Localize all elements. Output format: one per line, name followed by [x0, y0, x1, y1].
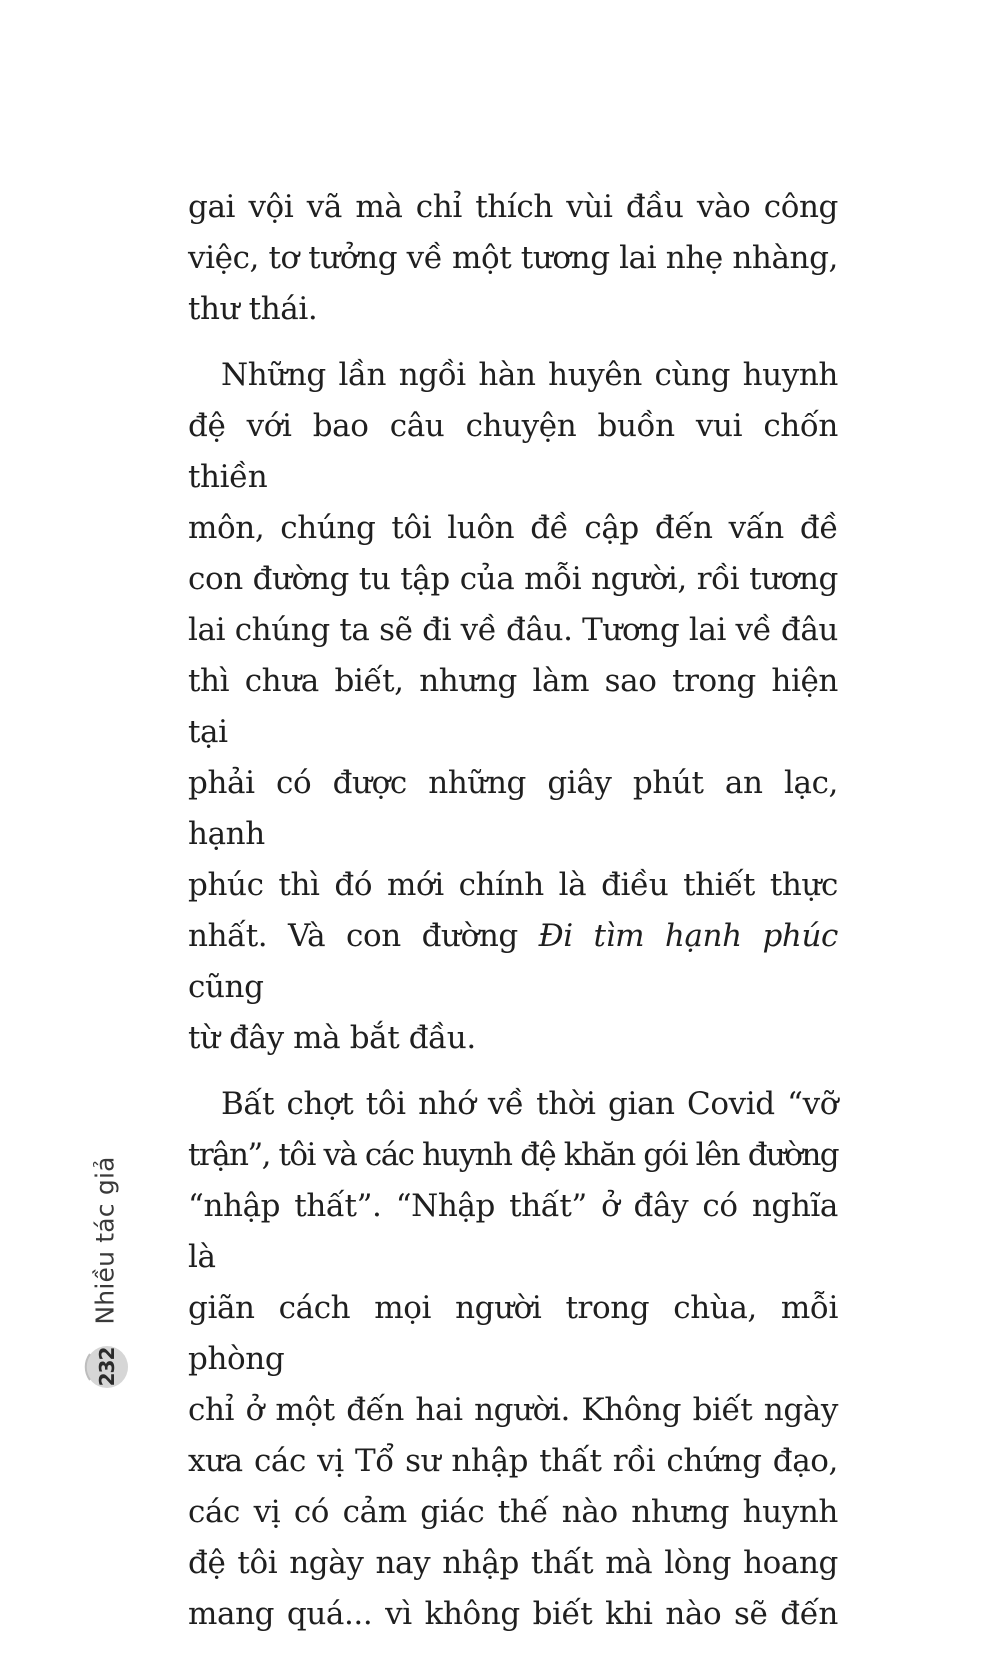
text-line: xưa các vị Tổ sư nhập thất rồi chứng đạo, [188, 1443, 838, 1479]
text-line: phúc thì đó mới chính là điều thiết thực [188, 867, 838, 903]
book-title: Đi tìm hạnh phúc [538, 918, 838, 954]
running-head-author [85, 1150, 125, 1330]
text-line: trận”, tôi và các huynh đệ khăn gói lên đường [188, 1137, 838, 1173]
text-line: đệ tôi ngày nay nhập thất mà lòng hoang [188, 1545, 838, 1581]
paragraph-1 [188, 182, 838, 335]
text-line: gai vội vã mà chỉ thích vùi đầu vào công [188, 189, 838, 225]
text-line: Bất chợt tôi nhớ về thời gian Covid “vỡ [221, 1086, 838, 1122]
text-line: “nhập thất”. “Nhập thất” ở đây có nghĩa là [188, 1188, 838, 1275]
text-line: môn, chúng tôi luôn đề cập đến vấn đề [188, 510, 838, 546]
author-label: Nhiều tác giả [90, 1155, 120, 1325]
text-line: từ đây mà bắt đầu. [188, 1020, 476, 1056]
text-line: thư thái. [188, 291, 318, 327]
page-number-badge [82, 1342, 132, 1392]
text-line: Những lần ngồi hàn huyên cùng huynh [221, 357, 838, 393]
text-line: con đường tu tập của mỗi người, rồi tương [188, 561, 838, 597]
text-line-with-title [188, 911, 838, 1013]
text-segment: nhất. Và con đường [188, 918, 518, 954]
text-segment: cũng [188, 969, 264, 1005]
page-number: 232 [95, 1347, 119, 1387]
text-line: chỉ ở một đến hai người. Không biết ngày [188, 1392, 838, 1428]
body-text [188, 182, 838, 1655]
paragraph-3 [188, 1079, 838, 1640]
text-line: lai chúng ta sẽ đi về đâu. Tương lai về đâu [188, 612, 838, 648]
text-line: giãn cách mọi người trong chùa, mỗi phòng [188, 1290, 838, 1377]
text-line: mang quá... vì không biết khi nào sẽ đến [188, 1596, 838, 1632]
text-line: đệ với bao câu chuyện buồn vui chốn thiền [188, 408, 838, 495]
paragraph-2 [188, 350, 838, 1064]
text-line: các vị có cảm giác thế nào nhưng huynh [188, 1494, 838, 1530]
text-line: phải có được những giây phút an lạc, hạnh [188, 765, 838, 852]
text-line: thì chưa biết, nhưng làm sao trong hiện tại [188, 663, 838, 750]
text-line: việc, tơ tưởng về một tương lai nhẹ nhàng, [188, 240, 838, 276]
